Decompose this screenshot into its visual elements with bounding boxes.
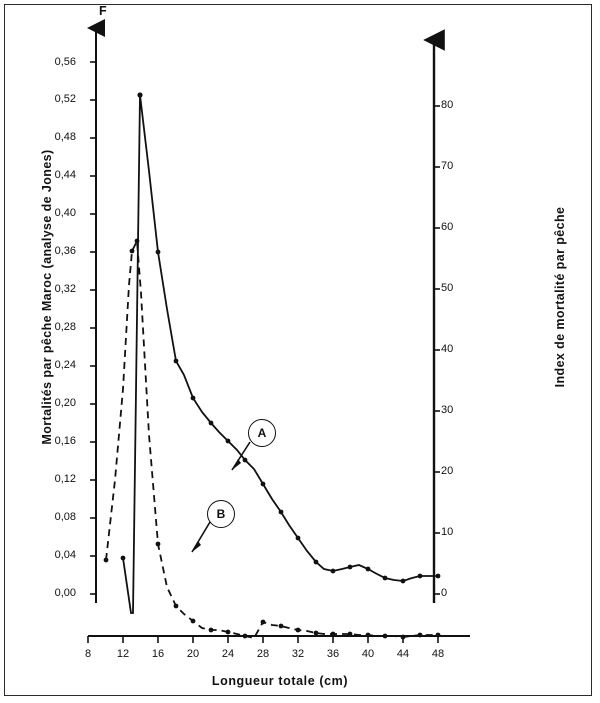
x-tick-label: 48	[431, 648, 445, 660]
left-tick-label: 0,40	[54, 207, 76, 219]
right-tick-label: 60	[441, 221, 454, 233]
right-tick-label: 20	[441, 465, 454, 477]
x-tick-label: 16	[151, 648, 165, 660]
right-tick-label: 50	[441, 282, 454, 294]
series-a-points	[121, 92, 441, 583]
left-tick-label: 0,24	[54, 359, 76, 371]
x-tick-label: 44	[396, 648, 410, 660]
x-tick-label: 12	[116, 648, 130, 660]
left-tick-label: 0,28	[54, 321, 76, 333]
left-tick-label: 0,56	[54, 56, 76, 68]
x-tick-label: 36	[326, 648, 340, 660]
right-tick-label: 80	[441, 99, 454, 111]
series-b-callout: B	[207, 500, 235, 528]
series-a-leader-arrow	[232, 459, 241, 470]
left-tick-label: 0,16	[54, 435, 76, 447]
x-tick-label: 24	[221, 648, 235, 660]
right-tick-label: 70	[441, 160, 454, 172]
left-tick-label: 0,20	[54, 397, 76, 409]
x-tick-label: 32	[291, 648, 305, 660]
left-tick-label: 0,12	[54, 473, 76, 485]
left-tick-label: 0,00	[54, 587, 76, 599]
x-tick-label: 40	[361, 648, 375, 660]
x-tick-label: 20	[186, 648, 200, 660]
series-a-callout: A	[248, 419, 276, 447]
series-b-leader-arrow	[192, 541, 201, 552]
left-tick-label: 0,04	[54, 549, 76, 561]
right-tick-label: 0	[441, 587, 448, 599]
x-tick-label: 28	[256, 648, 270, 660]
x-axis-title: Longueur totale (cm)	[211, 674, 349, 688]
right-tick-label: 10	[441, 526, 454, 538]
right-axis-title: Index de mortalité par pêche	[553, 206, 567, 388]
left-axis-title: Mortalités par pêche Maroc (analyse de Jones)	[40, 149, 54, 445]
right-tick-label: 40	[441, 343, 454, 355]
left-tick-label: 0,52	[54, 93, 76, 105]
right-tick-label: 30	[441, 404, 454, 416]
left-tick-label: 0,36	[54, 245, 76, 257]
left-tick-label: 0,48	[54, 131, 76, 143]
left-tick-label: 0,08	[54, 511, 76, 523]
left-axis-symbol: F	[99, 4, 107, 18]
x-tick-label: 8	[84, 648, 92, 660]
series-a-curve	[123, 95, 438, 613]
left-tick-label: 0,44	[54, 169, 76, 181]
left-tick-label: 0,32	[54, 283, 76, 295]
